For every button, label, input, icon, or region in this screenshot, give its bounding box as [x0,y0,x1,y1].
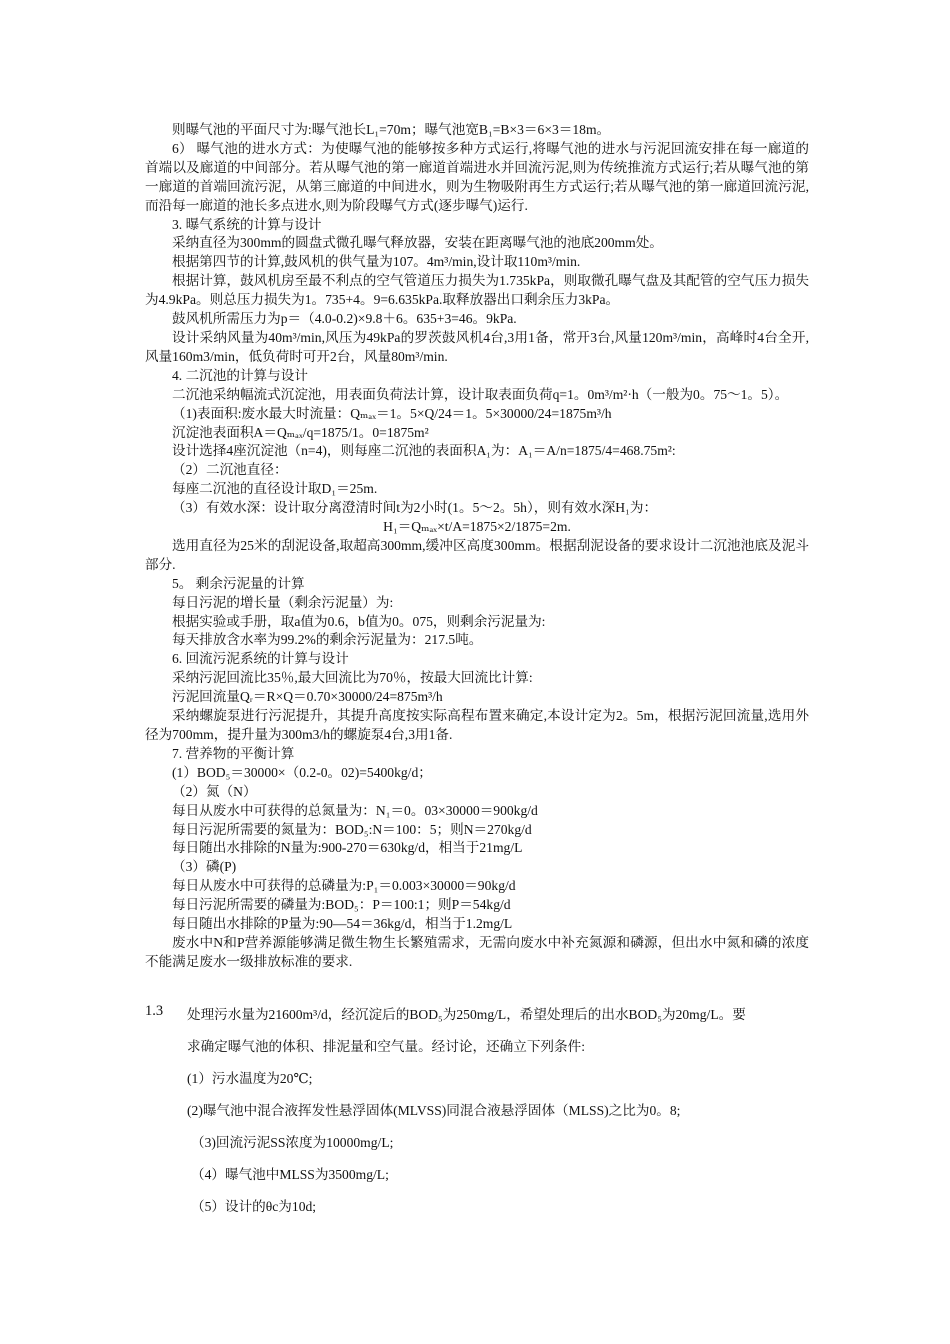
section-heading: 7. 营养物的平衡计算 [172,745,295,761]
paragraph: 采纳直径为300mm的圆盘式微孔曝气释放器，安装在距离曝气池的池底200mm处。 [172,235,663,251]
formula: H₁＝Qₘₐₓ×t/A=1875×2/1875=2m. [383,519,571,535]
paragraph: （1)表面积:废水最大时流量：Qₘₐₓ＝1。5×Q/24＝1。5×30000/24=1875m³/h [172,405,612,421]
section-heading: 6. 回流污泥系统的计算与设计 [172,651,349,667]
problem-line: （5）设计的θc为10d; [191,1199,317,1214]
problem-line: （4）曝气池中MLSS为3500mg/L; [191,1167,389,1182]
section-heading: 5。 剩余污泥量的计算 [172,575,305,591]
paragraph: 6） 曝气池的进水方式：为使曝气池的能够按多种方式运行,将曝气池的进水与污泥回流安排在每一廊道的首端以及廊道的中间部分。若从曝气池的第一廊道首端进水并回流污泥,则为传统推流方式运行;若从曝气池的第一廊道的首端回流污泥，从第三廊道的中间进水，则为生物吸附再生方式运行;若从曝气池的第一廊道回流污泥,而沿每一廊道的池长多点进水,则为阶段曝气方式(逐步曝气)运行. [145,140,809,213]
paragraph: （3）磷(P) [172,859,237,875]
paragraph: 每日从废水中可获得的总磷量为:P₁＝0.003×30000＝90kg/d [172,878,516,894]
paragraph: 每日污泥所需要的氮量为：BOD₅:N＝100：5；则N＝270kg/d [172,821,532,837]
paragraph: 每日污泥的增长量（剩余污泥量）为: [172,594,394,610]
problem-line: (1）污水温度为20℃; [187,1071,313,1086]
paragraph: （2）氮（N） [172,783,257,799]
section-heading: 4. 二沉池的计算与设计 [172,367,308,383]
document-body [145,121,809,972]
paragraph: 设计采纳风量为40m³/min,风压为49kPa的罗茨鼓风机4台,3用1备，常开3台,风量120m³/min，高峰时4台全开,风量160m3/min，低负荷时可开2台，风量80m³/min. [145,329,809,364]
paragraph: 则曝气池的平面尺寸为:曝气池长L₁=70m；曝气池宽B₁=B×3＝6×3＝18m。 [172,122,611,137]
paragraph: 沉淀池表面积A＝Qₘₐₓ/q=1875/1。0=1875m² [172,424,429,440]
paragraph: （2）二沉池直径： [172,462,288,478]
paragraph: 选用直径为25米的刮泥设备,取超高300mm,缓冲区高度300mm。根据刮泥设备的要求设计二沉池池底及泥斗部分. [145,537,809,572]
paragraph: 污泥回流量Qᵣ＝R×Q＝0.70×30000/24=875m³/h [172,689,443,705]
problem-line: （3)回流污泥SS浓度为10000mg/L; [191,1135,394,1150]
paragraph: 每日从废水中可获得的总氮量为：N₁＝0。03×30000＝900kg/d [172,802,538,818]
paragraph: 每日污泥所需要的磷量为:BOD₅：P＝100:1；则P＝54kg/d [172,897,511,913]
paragraph: 根据实验或手册，取a值为0.6，b值为0。075，则剩余污泥量为: [172,613,546,629]
paragraph: 鼓风机所需压力为p＝（4.0-0.2)×9.8＋6。635+3=46。9kPa. [172,311,517,327]
paragraph: 采纳污泥回流比35％,最大回流比为70％，按最大回流比计算: [172,670,533,686]
section-number: 1.3 [145,1003,164,1019]
paragraph: 根据第四节的计算,鼓风机的供气量为107。4m³/min,设计取110m³/min. [172,254,581,270]
paragraph: 采纳螺旋泵进行污泥提升，其提升高度按实际高程布置来确定,本设计定为2。5m，根据污泥回流量,选用外径为700mm，提升量为300m3/h的螺旋泵4台,3用1备. [145,708,809,742]
paragraph: 废水中N和P营养源能够满足微生物生长繁殖需求，无需向废水中补充氮源和磷源，但出水中氮和磷的浓度不能满足废水一级排放标准的要求. [145,934,809,969]
problem-line: (2)曝气池中混合液挥发性悬浮固体(MLVSS)同混合液悬浮固体（MLSS)之比为0。8; [187,1103,681,1118]
paragraph: (1）BOD₅＝30000×（0.2-0。02)=5400kg/d； [172,764,432,780]
paragraph: 每天排放含水率为99.2%的剩余污泥量为：217.5吨。 [172,632,483,648]
paragraph: 每座二沉池的直径设计取D₁＝25m. [172,481,378,497]
paragraph: 根据计算，鼓风机房至最不利点的空气管道压力损失为1.735kPa，则取微孔曝气盘及其配管的空气压力损失为4.9kPa。则总压力损失为1。735+4。9=6.635kPa.取释放器出口剩余压力3kPa。 [145,273,809,308]
paragraph: 每日随出水排除的P量为:90—54＝36kg/d，相当于1.2mg/L [172,916,513,932]
problem-line: 求确定曝气池的体积、排泥量和空气量。经讨论，还确立下列条件: [187,1039,585,1054]
paragraph: 二沉池采纳幅流式沉淀池，用表面负荷法计算，设计取表面负荷q=1。0m³/m²·h（一般为0。75～1。5）。 [172,386,789,402]
paragraph: 设计选择4座沉淀池（n=4)，则每座二沉池的表面积A₁为：A₁＝A/n=1875/4=468.75m²: [172,443,676,459]
problem-line: 处理污水量为21600m³/d，经沉淀后的BOD₅为250mg/L，希望处理后的出水BOD₅为20mg/L。要 [187,1007,746,1022]
paragraph: 每日随出水排除的N量为:900-270＝630kg/d，相当于21mg/L [172,840,523,856]
paragraph: （3）有效水深：设计取分离澄清时间t为2小时(1。5～2。5h），则有效水深H₁为： [172,500,658,516]
section-heading: 3. 曝气系统的计算与设计 [172,216,322,232]
